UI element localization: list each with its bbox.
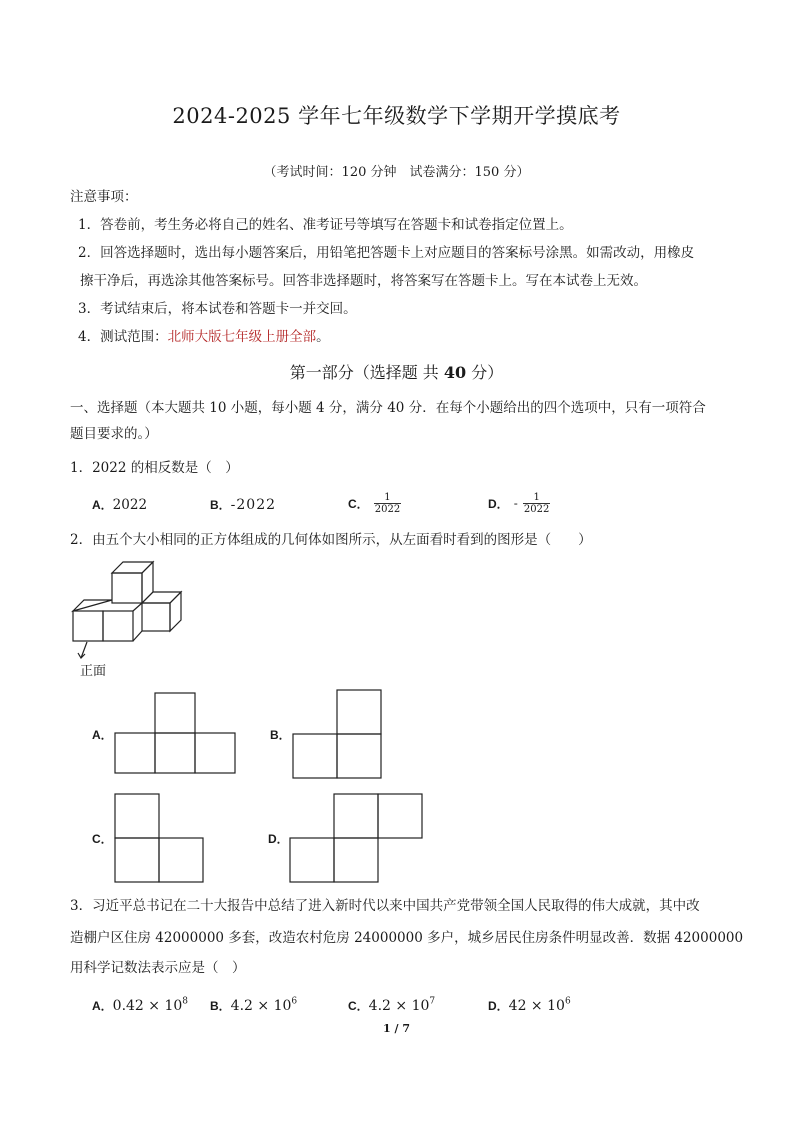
q1-option-d[interactable] (488, 492, 550, 515)
q1-option-b[interactable] (210, 494, 276, 513)
q3-line-3: 用科学记数法表示应是（ ） (70, 960, 246, 976)
q2-option-c-label: C． (92, 832, 113, 846)
section-title-suffix: 分） (466, 363, 504, 382)
notes-item-2-line-2: 擦干净后，再选涂其他答案标号。回答非选择题时，将答案写在答题卡上。写在本试卷上无效。 (80, 273, 647, 289)
q3-option-a-label: A． (92, 999, 113, 1013)
q1-option-c-fraction (374, 492, 401, 515)
q1-option-a-label: A． (92, 498, 113, 512)
q2-option-d-figure[interactable] (288, 792, 428, 884)
q3-option-c-exponent: 7 (429, 996, 436, 1007)
q1-option-d-fraction (523, 492, 550, 515)
q1-option-a[interactable] (92, 494, 147, 515)
q2-option-a-label: A． (92, 728, 113, 742)
q3-option-b[interactable] (210, 995, 297, 1014)
q3-option-a-base: 0.42 × 10 (112, 998, 183, 1014)
notes-item-2-line-1: 2．回答选择题时，选出每小题答案后，用铅笔把答题卡上对应题目的答案标号涂黑。如需改动，用橡皮 (78, 245, 695, 261)
notes-item-4-prefix: 4．测试范围： (78, 329, 168, 345)
q1-option-b-label: B． (210, 498, 231, 512)
q3-option-a[interactable] (92, 995, 188, 1014)
q3-option-d-base: 42 × 10 (508, 998, 565, 1014)
q1-option-b-text: -2022 (230, 497, 277, 513)
q3-option-c-label: C． (348, 999, 369, 1013)
q2-option-a-figure[interactable] (113, 691, 238, 775)
section-title-prefix: 第一部分（选择题 共 (289, 363, 444, 382)
exam-subtitle: （考试时间：120 分钟 试卷满分：150 分） (263, 165, 530, 180)
q1-option-d-sign: - (513, 496, 518, 511)
q3-line-1: 3．习近平总书记在二十大报告中总结了进入新时代以来中国共产党带领全国人民取得的伟大成就，其中改 (70, 898, 700, 914)
q3-option-b-exponent: 6 (291, 996, 298, 1007)
notes-item-4-scope: 北师大版七年级上册全部 (167, 329, 317, 345)
notes-heading: 注意事项： (70, 189, 138, 205)
q3-option-d[interactable] (488, 995, 571, 1014)
q3-option-d-label: D． (488, 999, 509, 1013)
section-intro-line-1: 一、选择题（本大题共 10 小题，每小题 4 分，满分 40 分．在每个小题给出的四个选项中，只有一项符合 (70, 400, 706, 416)
q3-option-c[interactable] (348, 995, 435, 1014)
exam-title: 2024-2025 学年七年级数学下学期开学摸底考 (172, 104, 621, 128)
q1-option-c-numerator: 1 (374, 492, 401, 504)
notes-item-4 (78, 327, 330, 347)
notes-item-4-suffix: 。 (316, 329, 330, 345)
section-title (0, 360, 793, 383)
section-intro-line-2: 题目要求的。） (70, 426, 158, 442)
q3-option-b-base: 4.2 × 10 (230, 998, 292, 1014)
q1-option-c[interactable] (348, 492, 401, 515)
section-title-num: 40 (443, 363, 467, 382)
q2-front-label: 正面 (80, 664, 107, 679)
q1-option-c-denominator: 2022 (374, 504, 401, 515)
q3-option-b-label: B． (210, 999, 231, 1013)
notes-item-1: 1．答卷前，考生务必将自己的姓名、准考证号等填写在答题卡和试卷指定位置上。 (78, 217, 573, 233)
q1-option-d-numerator: 1 (523, 492, 550, 504)
q2-option-d-label: D． (268, 832, 289, 846)
q3-option-c-base: 4.2 × 10 (368, 998, 430, 1014)
q1-option-c-label: C． (348, 497, 369, 511)
q1-option-a-text: 2022 (112, 497, 148, 513)
q3-line-2: 造棚户区住房 42000000 多套，改造农村危房 24000000 多户，城乡居民住房条件明显改善．数据 42000000 (70, 930, 744, 946)
q3-option-d-exponent: 6 (564, 996, 571, 1007)
q1-stem: 1．2022 的相反数是（ ） (70, 460, 239, 476)
q1-option-d-label: D． (488, 497, 509, 511)
q2-option-b-label: B． (270, 728, 291, 742)
q3-option-a-exponent: 8 (182, 996, 189, 1007)
notes-item-3: 3．考试结束后，将本试卷和答题卡一并交回。 (78, 301, 357, 317)
q2-option-b-figure[interactable] (291, 688, 385, 782)
page-number: 1 / 7 (383, 1022, 410, 1035)
q1-option-d-denominator: 2022 (523, 504, 550, 515)
q2-stem: 2．由五个大小相同的正方体组成的几何体如图所示，从左面看时看到的图形是（ ） (70, 532, 592, 548)
q2-option-c-figure[interactable] (113, 792, 207, 884)
